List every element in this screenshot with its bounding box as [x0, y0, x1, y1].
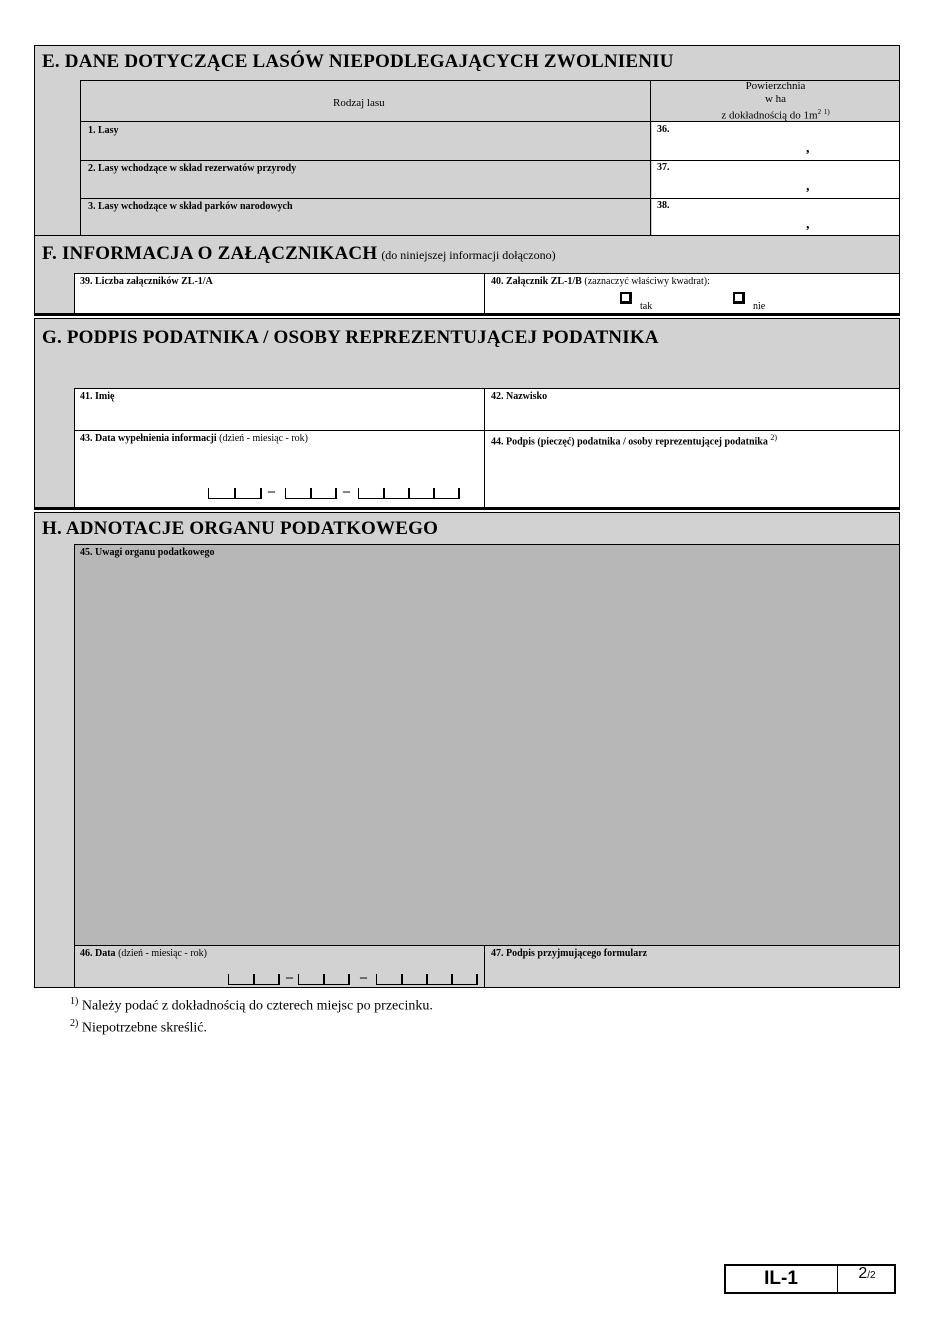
first-name-field[interactable] — [74, 388, 485, 430]
field-45-label: 45. Uwagi organu podatkowego — [80, 547, 215, 558]
form-code: IL-1 — [764, 1268, 798, 1289]
field-47-label: 47. Podpis przyjmującego formularz — [491, 948, 648, 959]
month-boxes[interactable] — [285, 488, 337, 499]
section-g-title: G. PODPIS PODATNIKA / OSOBY REPREZENTUJĄCEJ PODATNIKA — [42, 327, 659, 348]
page-number: 2/2 — [858, 1265, 876, 1282]
date-dash: – — [360, 970, 367, 985]
day-boxes[interactable] — [208, 488, 262, 499]
divider — [34, 507, 900, 510]
field-41-label: 41. Imię — [80, 391, 115, 402]
divider — [34, 313, 900, 316]
yes-label: tak — [640, 301, 653, 312]
year-boxes[interactable] — [376, 974, 478, 985]
forest-row-2-label: 2. Lasy wchodzące w skład rezerwatów przyrody — [88, 163, 297, 174]
month-boxes[interactable] — [298, 974, 350, 985]
field-36-number: 36. — [657, 124, 670, 135]
forest-row-3-label: 3. Lasy wchodzące w skład parków narodowych — [88, 201, 293, 212]
forest-row-1-area-field[interactable] — [652, 122, 899, 160]
section-h-title: H. ADNOTACJE ORGANU PODATKOWEGO — [42, 518, 439, 539]
date-dash: – — [268, 484, 275, 499]
field-40-label: 40. Załącznik ZL-1/B (zaznaczyć właściwy kwadrat): — [491, 276, 710, 287]
field-37-comma: , — [806, 179, 810, 194]
forest-row-1-label-cell — [81, 122, 651, 160]
field-38-comma: , — [806, 217, 810, 232]
area-header-line2: w ha — [764, 93, 787, 105]
field-44-label: 44. Podpis (pieczęć) podatnika / osoby reprezentującej podatnika $^{2)}$ — [491, 433, 778, 448]
day-boxes[interactable] — [228, 974, 280, 985]
area-header — [652, 80, 899, 123]
tax-office-remarks-field[interactable] — [74, 544, 899, 945]
yes-checkbox[interactable] — [620, 292, 632, 304]
footnote-2: $^{2)}$ Niepotrzebne skreślić. — [70, 1018, 208, 1036]
forest-row-1-label: 1. Lasy — [88, 125, 119, 136]
year-boxes[interactable] — [358, 488, 460, 499]
forest-type-header: Rodzaj lasu — [333, 97, 385, 109]
footnote-1: $^{1)}$ Należy podać z dokładnością do czterech miejsc po przecinku. — [70, 996, 433, 1014]
date-dash: – — [343, 484, 350, 499]
forest-row-2-area-field[interactable] — [652, 161, 899, 198]
field-37-number: 37. — [657, 162, 670, 173]
field-36-comma: , — [806, 141, 810, 156]
forest-row-3-area-field[interactable] — [652, 199, 899, 236]
section-f-heading: F. INFORMACJA O ZAŁĄCZNIKACH (do niniejszej informacji dołączono) — [42, 243, 556, 264]
date-dash: – — [286, 970, 293, 985]
field-39-label: 39. Liczba załączników ZL-1/A — [80, 276, 213, 287]
no-checkbox[interactable] — [733, 292, 745, 304]
section-e-title: E. DANE DOTYCZĄCE LASÓW NIEPODLEGAJĄCYCH ZWOLNIENIU — [42, 51, 674, 72]
area-header-line3: z dokładnością do $1m^2$ $^{1)}$ — [721, 108, 830, 122]
field-46-label: 46. Data (dzień - miesiąc - rok) — [80, 948, 207, 959]
field-42-label: 42. Nazwisko — [491, 391, 548, 402]
area-header-line1: Powierzchnia — [745, 80, 806, 92]
field-38-number: 38. — [657, 200, 670, 211]
no-label: nie — [753, 301, 766, 312]
field-43-label: 43. Data wypełnienia informacji (dzień - miesiąc - rok) — [80, 433, 309, 444]
